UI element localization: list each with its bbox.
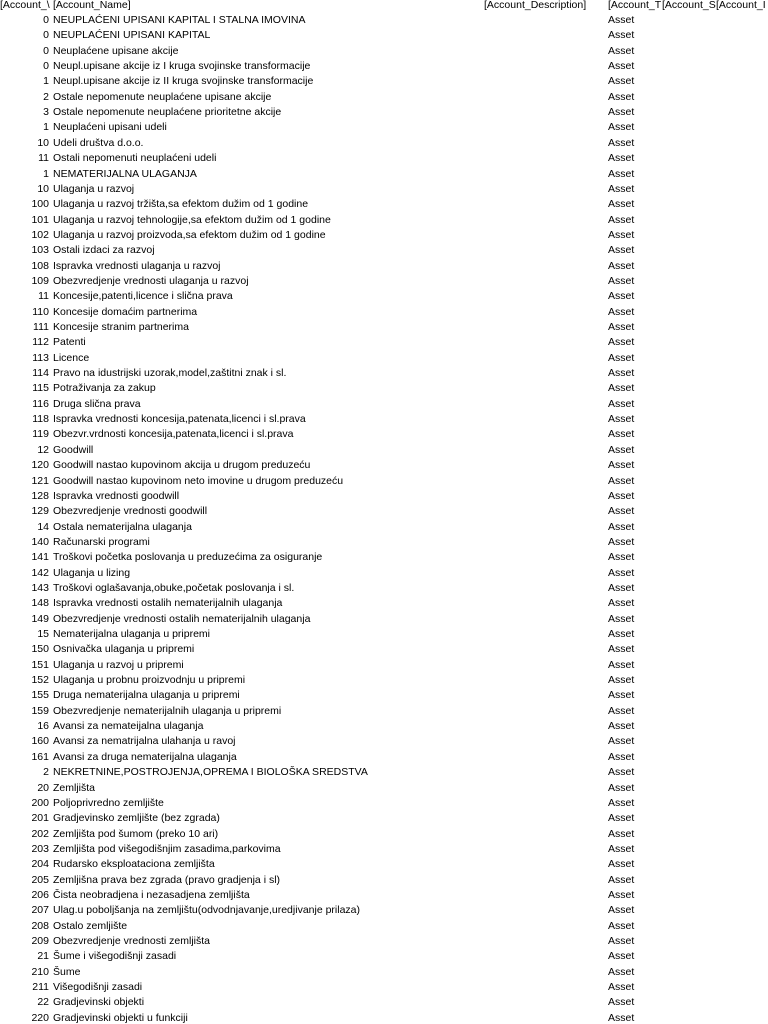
table-row[interactable] <box>0 550 768 565</box>
table-row[interactable] <box>0 688 768 703</box>
account-name-cell[interactable]: Pravo na idustrijski uzorak,model,zaštitni znak i sl. <box>53 367 287 380</box>
table-row[interactable] <box>0 351 768 366</box>
account-name-cell[interactable]: Koncesije domaćim partnerima <box>53 305 198 318</box>
account-name-cell[interactable]: Koncesije stranim partnerima <box>53 321 189 333</box>
account-type-cell[interactable]: Asset <box>608 628 635 640</box>
account-type-cell[interactable]: Asset <box>608 75 635 88</box>
account-id-cell[interactable]: 207 <box>31 904 49 917</box>
account-id-cell[interactable]: 151 <box>31 658 49 671</box>
account-name-cell[interactable]: Obezvredjenje vrednosti zemljišta <box>53 935 210 947</box>
header-account-type[interactable]: [Account_T <box>608 0 662 11</box>
account-id-cell[interactable]: 0 <box>43 29 49 42</box>
account-name-cell[interactable]: NEUPLAĆENI UPISANI KAPITAL <box>53 29 211 42</box>
table-row[interactable] <box>0 704 768 719</box>
account-id-cell[interactable]: 204 <box>31 858 49 871</box>
table-row[interactable] <box>0 167 768 182</box>
account-id-cell[interactable]: 160 <box>31 735 49 748</box>
account-name-cell[interactable]: Ulaganja u razvoj proizvoda,sa efektom dužim od 1 godine <box>53 228 326 241</box>
account-name-cell[interactable]: Neupl.upisane akcije iz I kruga svojinske transformacije <box>53 60 311 73</box>
account-name-cell[interactable]: Ispravka vrednosti ostalih nematerijalnih ulaganja <box>53 597 283 610</box>
account-id-cell[interactable]: 203 <box>31 842 49 855</box>
table-row[interactable] <box>0 335 768 350</box>
account-id-cell[interactable]: 21 <box>37 950 49 963</box>
account-type-cell[interactable]: Asset <box>608 551 635 564</box>
account-type-cell[interactable]: Asset <box>608 1011 635 1024</box>
table-row[interactable] <box>0 995 768 1010</box>
account-name-cell[interactable]: Čista neobradjena i nezasadjena zemljišta <box>53 888 250 901</box>
account-id-cell[interactable]: 1 <box>43 167 49 180</box>
account-type-cell[interactable]: Asset <box>608 981 635 994</box>
table-row[interactable] <box>0 458 768 473</box>
account-id-cell[interactable]: 120 <box>31 459 49 472</box>
table-row[interactable] <box>0 320 768 335</box>
account-type-cell[interactable]: Asset <box>608 689 635 702</box>
header-account-s[interactable]: [Account_S <box>662 0 716 11</box>
account-name-cell[interactable]: Avansi za nematrijalna ulahanja u ravoj <box>53 735 236 748</box>
account-type-cell[interactable]: Asset <box>608 858 635 871</box>
account-id-cell[interactable]: 100 <box>31 198 49 211</box>
account-type-cell[interactable]: Asset <box>608 904 635 917</box>
table-row[interactable] <box>0 243 768 258</box>
account-name-cell[interactable]: Druga nematerijalna ulaganja u pripremi <box>53 689 240 702</box>
account-name-cell[interactable]: Zemljišna prava bez zgrada (pravo gradjenja i sl) <box>53 873 281 886</box>
account-type-cell[interactable]: Asset <box>608 106 635 119</box>
account-id-cell[interactable]: 161 <box>31 750 49 763</box>
table-row[interactable] <box>0 811 768 826</box>
account-name-cell[interactable]: Gradjevinski objekti u funkciji <box>53 1011 188 1024</box>
account-type-cell[interactable]: Asset <box>608 873 635 886</box>
account-type-cell[interactable]: Asset <box>608 704 635 717</box>
account-id-cell[interactable]: 103 <box>31 244 49 257</box>
table-row[interactable] <box>0 427 768 442</box>
account-id-cell[interactable]: 10 <box>37 182 49 195</box>
account-name-cell[interactable]: Šume i višegodišnji zasadi <box>53 950 177 963</box>
account-type-cell[interactable]: Asset <box>608 674 635 687</box>
table-row[interactable] <box>0 765 768 780</box>
table-row[interactable] <box>0 658 768 673</box>
table-row[interactable] <box>0 719 768 734</box>
account-name-cell[interactable]: Osnivačka ulaganja u pripremi <box>53 643 195 656</box>
account-name-cell[interactable]: Računarski programi <box>53 535 150 548</box>
table-row[interactable] <box>0 74 768 89</box>
account-type-cell[interactable]: Asset <box>608 842 635 855</box>
account-type-cell[interactable]: Asset <box>608 597 635 610</box>
account-name-cell[interactable]: Patenti <box>53 336 86 349</box>
account-type-cell[interactable]: Asset <box>608 658 635 671</box>
account-type-cell[interactable]: Asset <box>608 274 635 287</box>
account-id-cell[interactable]: 209 <box>31 935 49 947</box>
account-type-cell[interactable]: Asset <box>608 566 635 579</box>
account-type-cell[interactable]: Asset <box>608 459 635 472</box>
account-id-cell[interactable]: 208 <box>31 919 49 932</box>
account-type-cell[interactable]: Asset <box>608 121 635 134</box>
account-id-cell[interactable]: 111 <box>33 321 49 333</box>
account-id-cell[interactable]: 200 <box>31 796 49 809</box>
account-type-cell[interactable]: Asset <box>608 259 635 272</box>
account-type-cell[interactable]: Asset <box>608 152 635 165</box>
table-row[interactable] <box>0 105 768 120</box>
account-id-cell[interactable]: 149 <box>31 612 49 625</box>
account-type-cell[interactable]: Asset <box>608 520 635 533</box>
account-name-cell[interactable]: Šume <box>53 965 81 978</box>
account-id-cell[interactable]: 2 <box>43 90 49 103</box>
account-name-cell[interactable]: Gradjevinski objekti <box>53 996 145 1009</box>
account-type-cell[interactable]: Asset <box>608 505 635 518</box>
table-row[interactable] <box>0 120 768 135</box>
account-id-cell[interactable]: 210 <box>31 965 49 978</box>
table-row[interactable] <box>0 274 768 289</box>
account-id-cell[interactable]: 140 <box>31 535 49 548</box>
account-name-cell[interactable]: NEMATERIJALNA ULAGANJA <box>53 167 197 180</box>
header-row <box>0 0 768 13</box>
account-name-cell[interactable]: Neuplaćene upisane akcije <box>53 44 179 57</box>
account-type-cell[interactable]: Asset <box>608 827 635 840</box>
table-row[interactable] <box>0 443 768 458</box>
account-id-cell[interactable]: 115 <box>32 382 49 395</box>
account-id-cell[interactable]: 206 <box>31 888 49 901</box>
table-row[interactable] <box>0 949 768 964</box>
account-name-cell[interactable]: Ulag.u poboljšanja na zemljištu(odvodnjavanje,uredjivanje prilaza) <box>53 904 361 917</box>
table-row[interactable] <box>0 980 768 995</box>
account-name-cell[interactable]: Udeli društva d.o.o. <box>53 136 144 149</box>
account-type-cell[interactable]: Asset <box>608 44 635 57</box>
account-name-cell[interactable]: Ostala nematerijalna ulaganja <box>53 520 192 533</box>
account-name-cell[interactable]: Troškovi početka poslovanja u preduzećima za osiguranje <box>53 551 323 564</box>
account-id-cell[interactable]: 22 <box>37 996 49 1009</box>
account-type-cell[interactable]: Asset <box>608 781 635 794</box>
account-type-cell[interactable]: Asset <box>608 996 635 1009</box>
table-row[interactable] <box>0 612 768 627</box>
account-type-cell[interactable]: Asset <box>608 351 635 364</box>
table-row[interactable] <box>0 857 768 872</box>
account-id-cell[interactable]: 220 <box>31 1011 49 1024</box>
account-name-cell[interactable]: Ulaganja u probnu proizvodnju u pripremi <box>53 674 246 687</box>
account-name-cell[interactable]: Ulaganja u razvoj <box>53 182 135 195</box>
table-row[interactable] <box>0 627 768 642</box>
account-id-cell[interactable]: 112 <box>32 336 49 349</box>
account-type-cell[interactable]: Asset <box>608 90 635 103</box>
account-name-cell[interactable]: Ostali nepomenuti neuplaćeni udeli <box>53 152 217 165</box>
table-row[interactable] <box>0 412 768 427</box>
account-id-cell[interactable]: 11 <box>38 152 49 165</box>
account-name-cell[interactable]: Gradjevinsko zemljište (bez zgrada) <box>53 812 220 825</box>
table-row[interactable] <box>0 305 768 320</box>
table-row[interactable] <box>0 44 768 59</box>
account-name-cell[interactable]: Ispravka vrednosti ulaganja u razvoj <box>53 259 221 272</box>
account-name-cell[interactable]: Zemljišta pod šumom (preko 10 ari) <box>53 827 219 840</box>
account-name-cell[interactable]: Ispravka vrednosti koncesija,patenata,licenci i sl.prava <box>53 413 306 426</box>
account-type-cell[interactable]: Asset <box>608 382 635 395</box>
table-row[interactable] <box>0 673 768 688</box>
table-row[interactable] <box>0 903 768 918</box>
table-row[interactable] <box>0 535 768 550</box>
table-row[interactable] <box>0 474 768 489</box>
account-name-cell[interactable]: Ulaganja u razvoj tehnologije,sa efektom dužim od 1 godine <box>53 213 331 226</box>
table-row[interactable] <box>0 381 768 396</box>
table-row[interactable] <box>0 1011 768 1024</box>
table-row[interactable] <box>0 796 768 811</box>
account-type-cell[interactable]: Asset <box>608 888 635 901</box>
account-name-cell[interactable]: Zemljišta <box>53 781 96 794</box>
account-id-cell[interactable]: 0 <box>43 44 49 57</box>
account-type-cell[interactable]: Asset <box>608 182 635 195</box>
account-type-cell[interactable]: Asset <box>608 796 635 809</box>
account-id-cell[interactable]: 141 <box>31 551 49 564</box>
account-type-cell[interactable]: Asset <box>608 965 635 978</box>
account-type-cell[interactable]: Asset <box>608 413 635 426</box>
table-row[interactable] <box>0 182 768 197</box>
account-id-cell[interactable]: 110 <box>32 305 49 318</box>
table-row[interactable] <box>0 366 768 381</box>
account-id-cell[interactable]: 211 <box>32 981 49 994</box>
account-type-cell[interactable]: Asset <box>608 474 635 487</box>
account-type-cell[interactable]: Asset <box>608 766 635 779</box>
account-type-cell[interactable]: Asset <box>608 812 635 825</box>
account-id-cell[interactable]: 152 <box>31 674 49 687</box>
table-row[interactable] <box>0 919 768 934</box>
account-id-cell[interactable]: 1 <box>43 121 49 134</box>
account-name-cell[interactable]: Neupl.upisane akcije iz II kruga svojinske transformacije <box>53 75 314 88</box>
account-name-cell[interactable]: Obezvr.vrdnosti koncesija,patenata,licenci i sl.prava <box>53 428 294 441</box>
account-name-cell[interactable]: Ulaganja u razvoj u pripremi <box>53 658 184 671</box>
table-row[interactable] <box>0 151 768 166</box>
account-name-cell[interactable]: Ostale nepomenute neuplaćene upisane akcije <box>53 90 272 103</box>
account-type-cell[interactable]: Asset <box>608 29 635 42</box>
account-type-cell[interactable]: Asset <box>608 535 635 548</box>
account-id-cell[interactable]: 11 <box>38 290 49 303</box>
header-account-last[interactable]: [Account_I <box>716 0 766 11</box>
account-type-cell[interactable]: Asset <box>608 167 635 180</box>
account-type-cell[interactable]: Asset <box>608 14 635 26</box>
account-type-cell[interactable]: Asset <box>608 735 635 748</box>
account-id-cell[interactable]: 114 <box>32 367 49 380</box>
account-name-cell[interactable]: Troškovi oglašavanja,obuke,početak poslovanja i sl. <box>53 581 295 594</box>
account-type-cell[interactable]: Asset <box>608 428 635 441</box>
account-type-cell[interactable]: Asset <box>608 750 635 763</box>
account-id-cell[interactable]: 14 <box>37 520 49 533</box>
account-name-cell[interactable]: Ostalo zemljište <box>53 919 128 932</box>
account-id-cell[interactable]: 101 <box>31 213 49 226</box>
account-name-cell[interactable]: NEUPLAĆENI UPISANI KAPITAL I STALNA IMOVINA <box>53 14 306 26</box>
account-name-cell[interactable]: Koncesije,patenti,licence i slična prava <box>53 290 233 303</box>
account-name-cell[interactable]: Obezvredjenje vrednosti ulaganja u razvoj <box>53 274 249 287</box>
account-type-cell[interactable]: Asset <box>608 244 635 257</box>
account-name-cell[interactable]: Ulaganja u lizing <box>53 566 131 579</box>
account-id-cell[interactable]: 0 <box>43 60 49 73</box>
account-name-cell[interactable]: Poljoprivredno zemljište <box>53 796 164 809</box>
account-name-cell[interactable]: Goodwill <box>53 443 94 456</box>
account-id-cell[interactable]: 121 <box>31 474 49 487</box>
account-name-cell[interactable]: Višegodišnji zasadi <box>53 981 143 994</box>
table-row[interactable] <box>0 397 768 412</box>
account-type-cell[interactable]: Asset <box>608 935 635 947</box>
table-row[interactable] <box>0 642 768 657</box>
account-name-cell[interactable]: Licence <box>53 351 90 364</box>
account-type-cell[interactable]: Asset <box>608 198 635 211</box>
table-row[interactable] <box>0 842 768 857</box>
account-name-cell[interactable]: Zemljišta pod višegodišnjim zasadima,parkovima <box>53 842 281 855</box>
table-row[interactable] <box>0 581 768 596</box>
account-name-cell[interactable]: Ostali izdaci za razvoj <box>53 244 155 257</box>
table-row[interactable] <box>0 750 768 765</box>
account-type-cell[interactable]: Asset <box>608 720 635 733</box>
account-id-cell[interactable]: 109 <box>31 274 49 287</box>
account-id-cell[interactable]: 148 <box>31 597 49 610</box>
account-name-cell[interactable]: Druga slična prava <box>53 397 141 410</box>
account-id-cell[interactable]: 0 <box>43 14 49 26</box>
account-type-cell[interactable]: Asset <box>608 919 635 932</box>
account-type-cell[interactable]: Asset <box>608 213 635 226</box>
table-row[interactable] <box>0 197 768 212</box>
header-account-description[interactable]: [Account_Description] <box>484 0 587 11</box>
account-id-cell[interactable]: 129 <box>31 505 49 518</box>
account-id-cell[interactable]: 116 <box>32 397 49 410</box>
account-id-cell[interactable]: 142 <box>31 566 49 579</box>
account-type-cell[interactable]: Asset <box>608 290 635 303</box>
account-type-cell[interactable]: Asset <box>608 60 635 73</box>
account-name-cell[interactable]: Avansi za nemateijalna ulaganja <box>53 720 204 733</box>
account-id-cell[interactable]: 150 <box>31 643 49 656</box>
table-row[interactable] <box>0 289 768 304</box>
account-name-cell[interactable]: Avansi za druga nematerijalna ulaganja <box>53 750 237 763</box>
account-type-cell[interactable]: Asset <box>608 443 635 456</box>
account-type-cell[interactable]: Asset <box>608 950 635 963</box>
table-row[interactable] <box>0 504 768 519</box>
account-id-cell[interactable]: 201 <box>31 812 49 825</box>
table-row[interactable] <box>0 228 768 243</box>
account-type-cell[interactable]: Asset <box>608 305 635 318</box>
account-type-cell[interactable]: Asset <box>608 367 635 380</box>
account-id-cell[interactable]: 2 <box>43 766 49 779</box>
account-type-cell[interactable]: Asset <box>608 397 635 410</box>
account-type-cell[interactable]: Asset <box>608 489 635 502</box>
table-row[interactable] <box>0 28 768 43</box>
account-id-cell[interactable]: 15 <box>37 628 49 640</box>
account-type-cell[interactable]: Asset <box>608 336 635 349</box>
account-name-cell[interactable]: Goodwill nastao kupovinom akcija u drugom preduzeću <box>53 459 311 472</box>
account-id-cell[interactable]: 108 <box>31 259 49 272</box>
account-id-cell[interactable]: 143 <box>31 581 49 594</box>
table-row[interactable] <box>0 888 768 903</box>
account-name-cell[interactable]: Potraživanja za zakup <box>53 382 156 395</box>
table-row[interactable] <box>0 734 768 749</box>
account-id-cell[interactable]: 155 <box>31 689 49 702</box>
table-row[interactable] <box>0 90 768 105</box>
account-type-cell[interactable]: Asset <box>608 643 635 656</box>
account-name-cell[interactable]: Goodwill nastao kupovinom neto imovine u drugom preduzeću <box>53 474 344 487</box>
table-row[interactable] <box>0 136 768 151</box>
table-row[interactable] <box>0 520 768 535</box>
account-name-cell[interactable]: Obezvredjenje vrednosti ostalih nematerijalnih ulaganja <box>53 612 311 625</box>
account-id-cell[interactable]: 128 <box>31 489 49 502</box>
account-name-cell[interactable]: Ispravka vrednosti goodwill <box>53 489 180 502</box>
account-id-cell[interactable]: 113 <box>32 351 49 364</box>
table-row[interactable] <box>0 489 768 504</box>
account-name-cell[interactable]: Nematerijalna ulaganja u pripremi <box>53 628 210 640</box>
account-name-cell[interactable]: NEKRETNINE,POSTROJENJA,OPREMA I BIOLOŠKA SREDSTVA <box>53 766 368 779</box>
account-id-cell[interactable]: 159 <box>31 704 49 717</box>
account-id-cell[interactable]: 12 <box>37 443 49 456</box>
table-row[interactable] <box>0 934 768 949</box>
header-account-name[interactable]: [Account_Name] <box>53 0 131 11</box>
account-name-cell[interactable]: Obezvredjenje vrednosti goodwill <box>53 505 208 518</box>
account-name-cell[interactable]: Ostale nepomenute neuplaćene prioritetne akcije <box>53 106 282 119</box>
table-row[interactable] <box>0 13 768 28</box>
table-row[interactable] <box>0 965 768 980</box>
account-name-cell[interactable]: Obezvredjenje nematerijalnih ulaganja u pripremi <box>53 704 282 717</box>
account-id-cell[interactable]: 119 <box>32 428 49 441</box>
account-id-cell[interactable]: 10 <box>37 136 49 149</box>
account-id-cell[interactable]: 118 <box>32 413 49 426</box>
table-row[interactable] <box>0 566 768 581</box>
account-type-cell[interactable]: Asset <box>608 581 635 594</box>
table-row[interactable] <box>0 213 768 228</box>
table-row[interactable] <box>0 781 768 796</box>
account-name-cell[interactable]: Rudarsko eksploataciona zemljišta <box>53 858 215 871</box>
account-type-cell[interactable]: Asset <box>608 321 635 333</box>
table-row[interactable] <box>0 59 768 74</box>
account-id-cell[interactable]: 16 <box>37 720 49 733</box>
table-row[interactable] <box>0 873 768 888</box>
account-id-cell[interactable]: 102 <box>31 228 49 241</box>
table-row[interactable] <box>0 259 768 274</box>
account-name-cell[interactable]: Ulaganja u razvoj tržišta,sa efektom dužim od 1 godine <box>53 198 309 211</box>
table-row[interactable] <box>0 596 768 611</box>
account-name-cell[interactable]: Neuplaćeni upisani udeli <box>53 121 167 134</box>
header-account-id[interactable]: [Account_\ <box>0 0 50 11</box>
account-id-cell[interactable]: 205 <box>31 873 49 886</box>
account-type-cell[interactable]: Asset <box>608 228 635 241</box>
account-type-cell[interactable]: Asset <box>608 612 635 625</box>
table-row[interactable] <box>0 827 768 842</box>
account-id-cell[interactable]: 202 <box>31 827 49 840</box>
account-id-cell[interactable]: 1 <box>43 75 49 88</box>
account-type-cell[interactable]: Asset <box>608 136 635 149</box>
account-id-cell[interactable]: 3 <box>43 106 49 119</box>
account-id-cell[interactable]: 20 <box>37 781 49 794</box>
